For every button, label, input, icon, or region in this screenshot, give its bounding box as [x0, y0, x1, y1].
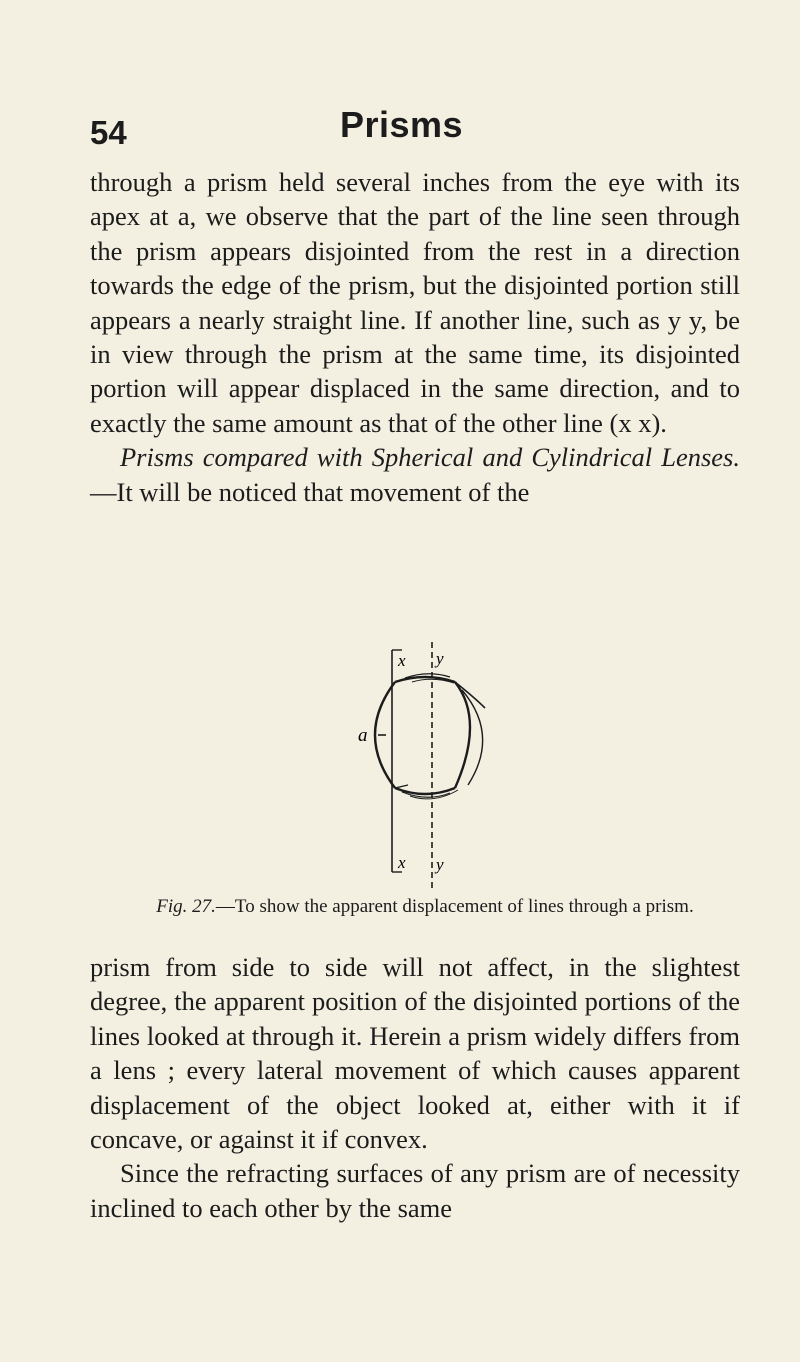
- paragraph-section: [90, 440, 740, 509]
- paragraph-lens-comparison: prism from side to side will not affect, in the slightest degree, the apparent position of the disjointed portions of the lines looked at through it. Herein a prism widely differs from a lens ; every lateral movement of which causes apparent displacement of the object looked at, either with it if concave, or against it if convex.: [90, 952, 740, 1155]
- text-block-lower: [90, 950, 740, 1225]
- prism-right-top: [455, 682, 485, 708]
- figure-caption: [120, 895, 730, 918]
- prism-right-outer-edge: [462, 690, 483, 785]
- paragraph-refracting-surfaces: Since the refracting surfaces of any prism are of necessity inclined to each other by the same: [90, 1158, 740, 1223]
- section-heading: Prisms compared with Spherical and Cylindrical Lenses.: [120, 442, 740, 473]
- label-y-bottom: y: [436, 855, 444, 874]
- label-apex-a: a: [358, 725, 368, 746]
- figure-prism-diagram: [350, 620, 550, 895]
- caption-text: —To show the apparent displacement of lines through a prism.: [215, 896, 694, 917]
- label-x-bottom: x: [398, 853, 406, 872]
- section-text: —It will be noticed that movement of the: [90, 476, 530, 507]
- prism-diagram: [350, 620, 550, 895]
- prism-corner: [395, 785, 408, 788]
- page-header: [0, 100, 800, 156]
- page-number: 54: [90, 114, 127, 151]
- label-y-top: y: [436, 649, 444, 668]
- paragraph-continuation: through a prism held several inches from the eye with its apex at a, we observe that the part of the line seen through the prism appears disjointed from the rest in a direction towards the edge of the prism, but the disjointed portion still appears a nearly straight line. If another line, such as y y, be in view through the prism at the same time, its disjointed portion will appear displaced in the same direction, and to exactly the same amount as that of the other line (x x).: [90, 167, 740, 438]
- text-block-upper: [90, 165, 740, 509]
- caption-label: Fig. 27.: [156, 896, 216, 917]
- label-x-top: x: [398, 651, 406, 670]
- running-head: Prisms: [340, 104, 464, 145]
